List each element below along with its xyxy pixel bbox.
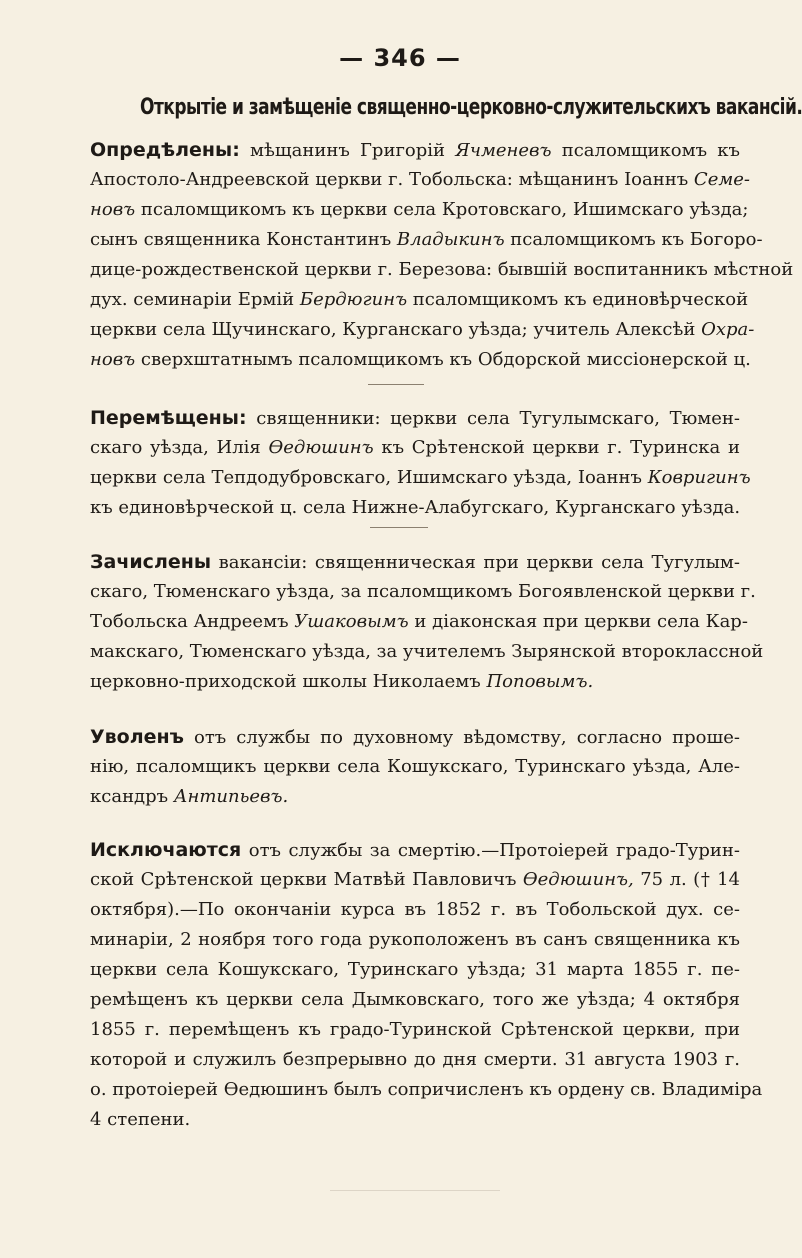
text-segment: 1855 г. перемѣщенъ къ градо-Туринской Срѣтенской церкви, при	[90, 1019, 740, 1040]
text-line	[90, 985, 740, 1015]
person-surname: Ушаковымъ	[294, 611, 409, 632]
text-line	[90, 1075, 763, 1105]
text-segment: псаломщикомъ къ единовѣрческой	[407, 289, 749, 310]
text-segment: псаломщикомъ къ Богоро-	[504, 229, 763, 250]
section-isklyuchayutsya	[90, 835, 763, 1135]
person-surname: новъ	[90, 199, 136, 220]
text-segment: скаго уѣзда, Илія	[90, 437, 269, 458]
person-surname: Семе-	[693, 169, 751, 190]
text-segment: дице-рождественской церкви г. Березова: бывшій воспитанникъ мѣстной	[90, 259, 794, 280]
text-line	[90, 577, 756, 607]
text-line	[90, 403, 740, 433]
person-surname: Ѳедюшинъ,	[522, 869, 634, 890]
text-line	[90, 195, 749, 225]
section-term: Перемѣщены:	[90, 407, 247, 429]
text-segment: макскаго, Тюменскаго уѣзда, за учителемъ Зырянской второклассной	[90, 641, 764, 662]
library-stamp	[330, 1190, 500, 1253]
text-segment: ской Срѣтенской церкви Матвѣй Павловичъ	[90, 869, 523, 890]
text-line	[90, 752, 740, 782]
text-line	[90, 865, 740, 895]
text-line	[90, 493, 740, 523]
text-segment: къ Срѣтенской церкви г. Туринска и	[373, 437, 740, 458]
text-segment: священники: церкви села Тугулымскаго, Тюмен-	[246, 408, 740, 429]
person-surname: Ячменевъ	[455, 140, 552, 161]
person-surname: Владыкинъ	[396, 229, 505, 250]
text-segment: скаго, Тюменскаго уѣзда, за псаломщикомъ Богоявленской церкви г.	[90, 581, 756, 602]
text-segment: Апостоло-Андреевской церкви г. Тобольска: мѣщанинъ Іоаннъ	[90, 169, 694, 190]
person-surname: Охра-	[701, 319, 755, 340]
divider	[370, 527, 428, 528]
text-segment: минаріи, 2 ноября того года рукоположенъ въ санъ священника къ	[90, 929, 740, 950]
person-surname: Антипьевъ.	[173, 786, 289, 807]
text-line	[90, 835, 740, 865]
divider	[368, 384, 424, 385]
text-segment: 75 л. († 14	[633, 869, 741, 890]
text-segment: отъ службы по духовному вѣдомству, согласно проше-	[183, 727, 740, 748]
text-segment: сынъ священника Константинъ	[90, 229, 397, 250]
text-line	[90, 667, 740, 697]
section-term: Исключаются	[90, 839, 242, 861]
section-uvolen	[90, 722, 740, 812]
text-segment: мѣщанинъ Григорій	[239, 140, 456, 161]
text-line	[90, 782, 740, 812]
text-line	[90, 1105, 740, 1135]
person-surname: Ковригинъ	[647, 467, 751, 488]
section-peremeshcheny	[90, 403, 751, 523]
text-segment: нію, псаломщикъ церкви села Кошукскаго, Туринскаго уѣзда, Але-	[90, 756, 740, 777]
text-line	[90, 955, 740, 985]
person-surname: Бердюгинъ	[299, 289, 408, 310]
section-opredeleny	[90, 135, 794, 375]
section-term: Зачислены	[90, 551, 212, 573]
section-zachisleny	[90, 547, 764, 697]
text-segment: церкви села Кошукскаго, Туринскаго уѣзда; 31 марта 1855 г. пе-	[90, 959, 740, 980]
text-segment: церковно-приходской школы Николаемъ	[90, 671, 487, 692]
text-line	[90, 925, 740, 955]
text-segment: о. протоіерей Ѳедюшинъ былъ сопричисленъ къ ордену св. Владиміра	[90, 1079, 763, 1100]
text-segment: сверхштатнымъ псаломщикомъ къ Обдорской миссіонерской ц.	[135, 349, 751, 370]
text-line	[90, 315, 755, 345]
text-line	[90, 895, 740, 925]
text-line	[90, 1045, 740, 1075]
text-line	[90, 722, 740, 752]
text-line	[90, 1015, 740, 1045]
person-surname: новъ	[90, 349, 136, 370]
page-title: Открытіе и замѣщеніе священно-церковно-служительскихъ вакансій.	[140, 95, 802, 120]
text-line	[90, 607, 748, 637]
text-segment: которой и служилъ безпрерывно до дня смерти. 31 августа 1903 г.	[90, 1049, 740, 1070]
text-line	[90, 285, 749, 315]
text-segment: ремѣщенъ къ церкви села Дымковскаго, того же уѣзда; 4 октября	[90, 989, 740, 1010]
text-segment: и діаконская при церкви села Кар-	[408, 611, 748, 632]
text-segment: церкви села Тепдодубровскаго, Ишимскаго уѣзда, Іоаннъ	[90, 467, 648, 488]
person-surname: Ѳедюшинъ	[268, 437, 374, 458]
text-segment: дух. семинаріи Ермій	[90, 289, 300, 310]
text-line	[90, 637, 764, 667]
text-segment: 4 степени.	[90, 1109, 191, 1130]
text-segment: къ единовѣрческой ц. села Нижне-Алабугскаго, Курганскаго уѣзда.	[90, 497, 741, 518]
text-line	[90, 165, 751, 195]
text-segment: церкви села Щучинскаго, Курганскаго уѣзда; учитель Алексѣй	[90, 319, 702, 340]
text-segment: псаломщикомъ къ	[551, 140, 741, 161]
text-line	[90, 433, 740, 463]
section-term: Опредѣлены:	[90, 139, 240, 161]
section-term: Уволенъ	[90, 726, 184, 748]
text-line	[90, 547, 740, 577]
text-line	[90, 463, 751, 493]
text-line	[90, 255, 794, 285]
text-line	[90, 135, 740, 165]
page-number: — 346 —	[339, 44, 461, 72]
person-surname: Поповымъ.	[486, 671, 594, 692]
text-line	[90, 345, 751, 375]
text-segment: отъ службы за смертію.—Протоіерей градо-Турин-	[241, 840, 740, 861]
text-segment: псаломщикомъ къ церкви села Кротовскаго, Ишимскаго уѣзда;	[135, 199, 749, 220]
text-segment: Тобольска Андреемъ	[90, 611, 295, 632]
text-segment: вакансіи: священническая при церкви села Тугулым-	[211, 552, 740, 573]
text-segment: ксандръ	[90, 786, 174, 807]
text-segment: октября).—По окончаніи курса въ 1852 г. въ Тобольской дух. се-	[90, 899, 740, 920]
text-line	[90, 225, 763, 255]
